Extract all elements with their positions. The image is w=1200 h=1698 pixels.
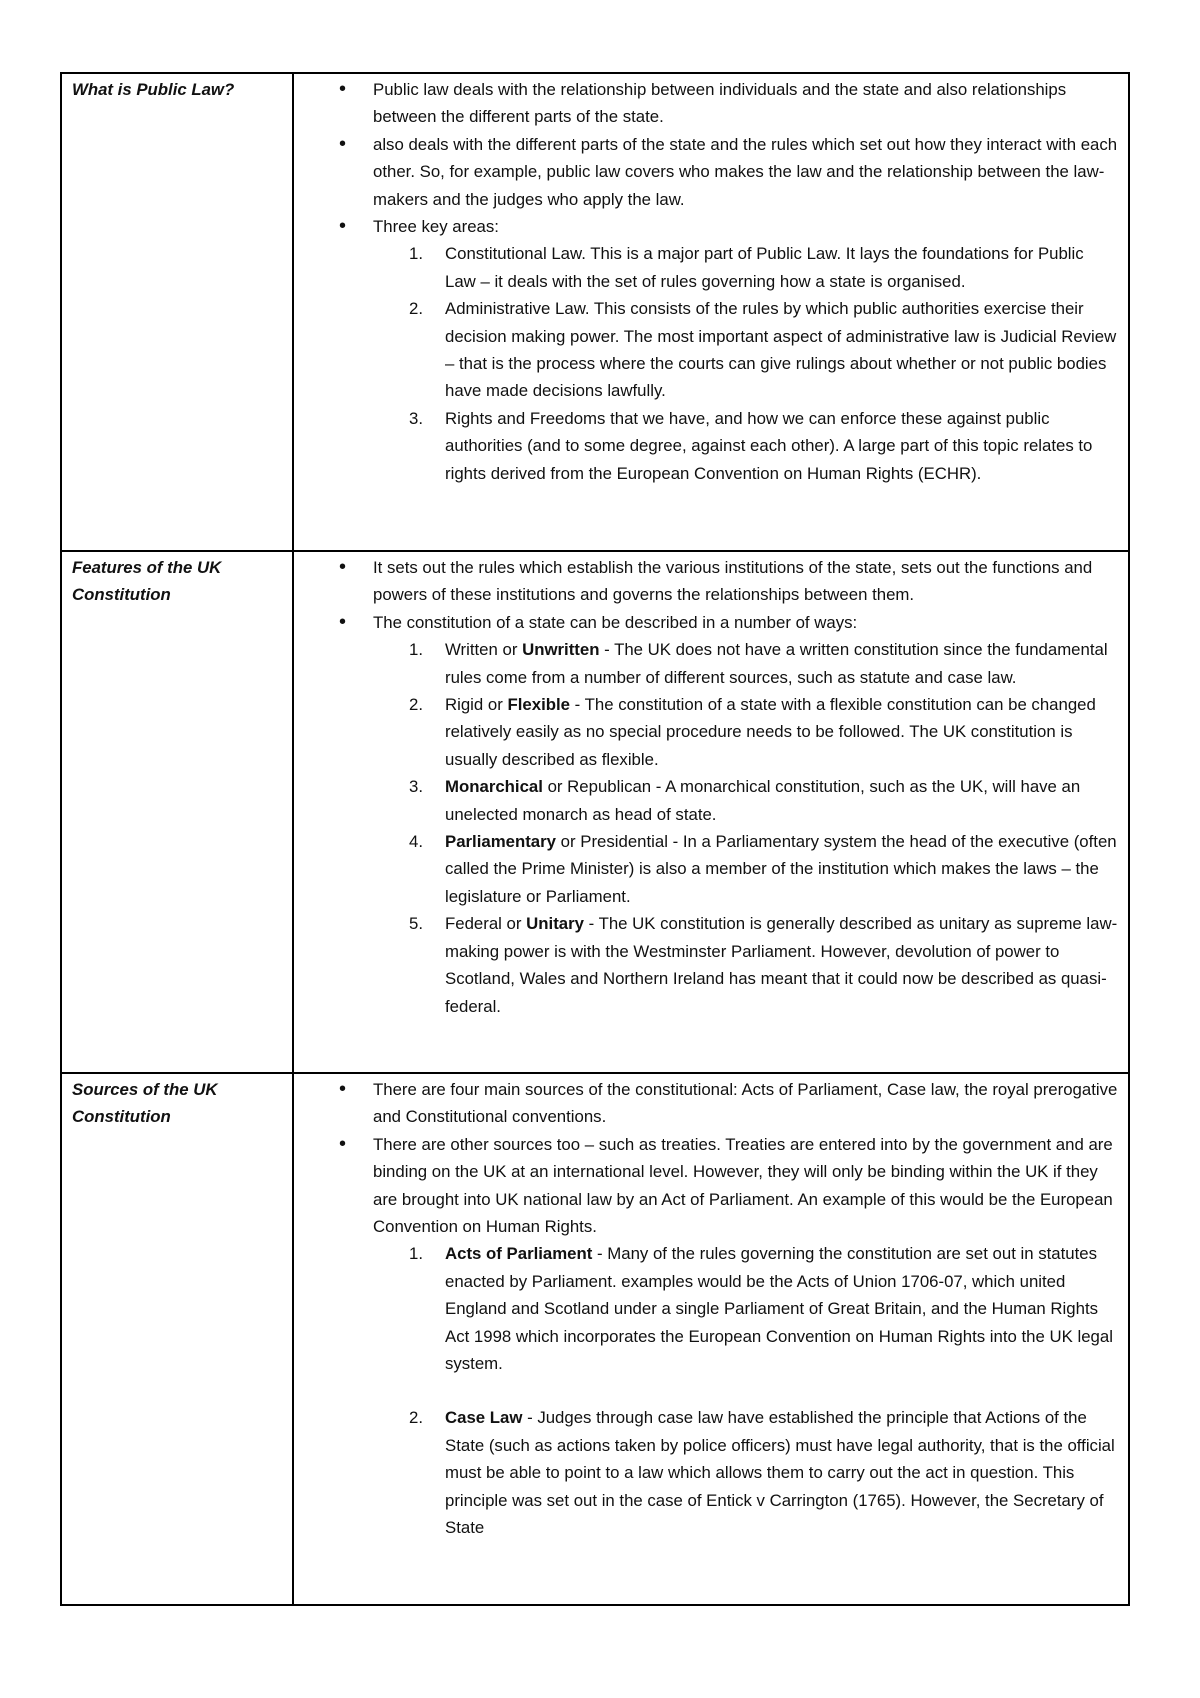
table-row <box>61 551 1129 1073</box>
bullet-item: • also deals with the different parts of the state and the rules which set out how they interact with each other. So, for example, public law covers who makes the law and the relationship between the law-makers and the judges who apply the law. <box>373 131 1118 213</box>
bullet-item: • There are four main sources of the constitutional: Acts of Parliament, Case law, the royal prerogative and Constitutional conventions. <box>373 1076 1118 1131</box>
list-item: 3. Rights and Freedoms that we have, and how we can enforce these against public authorities (and to some degree, against each other). A large part of this topic relates to rights derived from the European Convention on Human Rights (ECHR). <box>409 408 1093 483</box>
bullet-item: • There are other sources too – such as treaties. Treaties are entered into by the government and are binding on the UK at an international level. However, they will only be binding within the UK if they are brought into UK national law by an Act of Parliament. An example of this would be the European Convention on Human Rights. 1. Acts of Parliament - Many of the rules governing the constitution are set out in statutes enacted by Parliament. examples would be the Acts of Union 1706-07, which united England and Scotland under a single Parliament of Great Britain, and the Human Rights Act 1998 which incorporates the European Convention on Human Rights into the UK legal system. 2. Case Law - Judges through case law have established the principle that Actions of the State (such as actions taken by police officers) must have legal authority, that is the official must be able to point to a law which allows them to carry out the act in question. This principle was set out in the case of Entick v Carrington (1765). However, the Secretary of State <box>373 1131 1118 1542</box>
content-cell <box>293 1073 1129 1605</box>
notes-table <box>60 72 1130 1606</box>
bullet-list <box>294 554 1118 1020</box>
list-item: 2. Rigid or Flexible - The constitution of a state with a flexible constitution can be changed relatively easily as no special procedure needs to be followed. The UK constitution is usually described as flexible. <box>409 695 1096 769</box>
list-item: 4. Parliamentary or Presidential - In a Parliamentary system the head of the executive (often called the Prime Minister) is also a member of the institution which makes the laws – the legislature or Parliament. <box>409 832 1117 906</box>
list-item: 2. Case Law - Judges through case law have established the principle that Actions of the State (such as actions taken by police officers) must have legal authority, that is the official must be able to point to a law which allows them to carry out the act in question. This principle was set out in the case of Entick v Carrington (1765). However, the Secretary of State <box>409 1408 1115 1538</box>
numbered-list <box>373 1240 1118 1541</box>
list-item: 2. Administrative Law. This consists of the rules by which public authorities exercise their decision making power. The most important aspect of administrative law is Judicial Review – that is the process where the courts can give rulings about whether or not public bodies have made decisions lawfully. <box>409 299 1117 401</box>
row-heading: Features of the UK Constitution <box>72 558 222 605</box>
list-item: 3. Monarchical or Republican - A monarchical constitution, such as the UK, will have an unelected monarch as head of state. <box>409 777 1081 824</box>
table-row <box>61 1073 1129 1605</box>
list-item: 5. Federal or Unitary - The UK constitution is generally described as unitary as supreme law-making power is with the Westminster Parliament. However, devolution of power to Scotland, Wales and Northern Ireland has meant that it could now be described as quasi-federal. <box>409 914 1118 1016</box>
bullet-item: • Three key areas: 1. Constitutional Law. This is a major part of Public Law. It lays the foundations for Public Law – it deals with the set of rules governing how a state is organised. 2. Administrative Law. This consists of the rules by which public authorities exercise their decision making power. The most important aspect of administrative law is Judicial Review – that is the process where the courts can give rulings about whether or not public bodies have made decisions lawfully. 3. Rights and Freedoms that we have, and how we can enforce these against public authorities (and to some degree, against each other). A large part of this topic relates to rights derived from the European Convention on Human Rights (ECHR). <box>373 213 1118 487</box>
row-heading: Sources of the UK Constitution <box>72 1080 218 1127</box>
bullet-list <box>294 1076 1118 1542</box>
bullet-list <box>294 76 1118 487</box>
list-item: 1. Written or Unwritten - The UK does not have a written constitution since the fundamental rules come from a number of different sources, such as statute and case law. <box>409 640 1108 687</box>
list-item: 1. Acts of Parliament - Many of the rules governing the constitution are set out in statutes enacted by Parliament. examples would be the Acts of Union 1706-07, which united England and Scotland under a single Parliament of Great Britain, and the Human Rights Act 1998 which incorporates the European Convention on Human Rights into the UK legal system. <box>409 1244 1113 1374</box>
table-row <box>61 73 1129 551</box>
list-item: 1. Constitutional Law. This is a major part of Public Law. It lays the foundations for Public Law – it deals with the set of rules governing how a state is organised. <box>409 244 1084 291</box>
numbered-list <box>373 636 1118 1020</box>
topic-cell <box>61 1073 293 1605</box>
bullet-item: • The constitution of a state can be described in a number of ways: 1. Written or Unwritten - The UK does not have a written constitution since the fundamental rules come from a number of different sources, such as statute and case law. 2. Rigid or Flexible - The constitution of a state with a flexible constitution can be changed relatively easily as no special procedure needs to be followed. The UK constitution is usually described as flexible. 3. Monarchical or Republican - A monarchical constitution, such as the UK, will have an unelected monarch as head of state. 4. Parliamentary or Presidential - In a Parliamentary system the head of the executive (often called the Prime Minister) is also a member of the institution which makes the laws – the legislature or Parliament. 5. Federal or Unitary - The UK constitution is generally described as unitary as supreme law-making power is with the Westminster Parliament. However, devolution of power to Scotland, Wales and Northern Ireland has meant that it could now be described as quasi-federal. <box>373 609 1118 1020</box>
content-cell <box>293 551 1129 1073</box>
topic-cell <box>61 551 293 1073</box>
topic-cell <box>61 73 293 551</box>
numbered-list <box>373 240 1118 487</box>
content-cell <box>293 73 1129 551</box>
list-spacer <box>445 1377 1118 1404</box>
row-heading: What is Public Law? <box>72 80 235 99</box>
bullet-item: • Public law deals with the relationship between individuals and the state and also relationships between the different parts of the state. <box>373 76 1118 131</box>
bullet-item: • It sets out the rules which establish the various institutions of the state, sets out the functions and powers of these institutions and governs the relationships between them. <box>373 554 1118 609</box>
